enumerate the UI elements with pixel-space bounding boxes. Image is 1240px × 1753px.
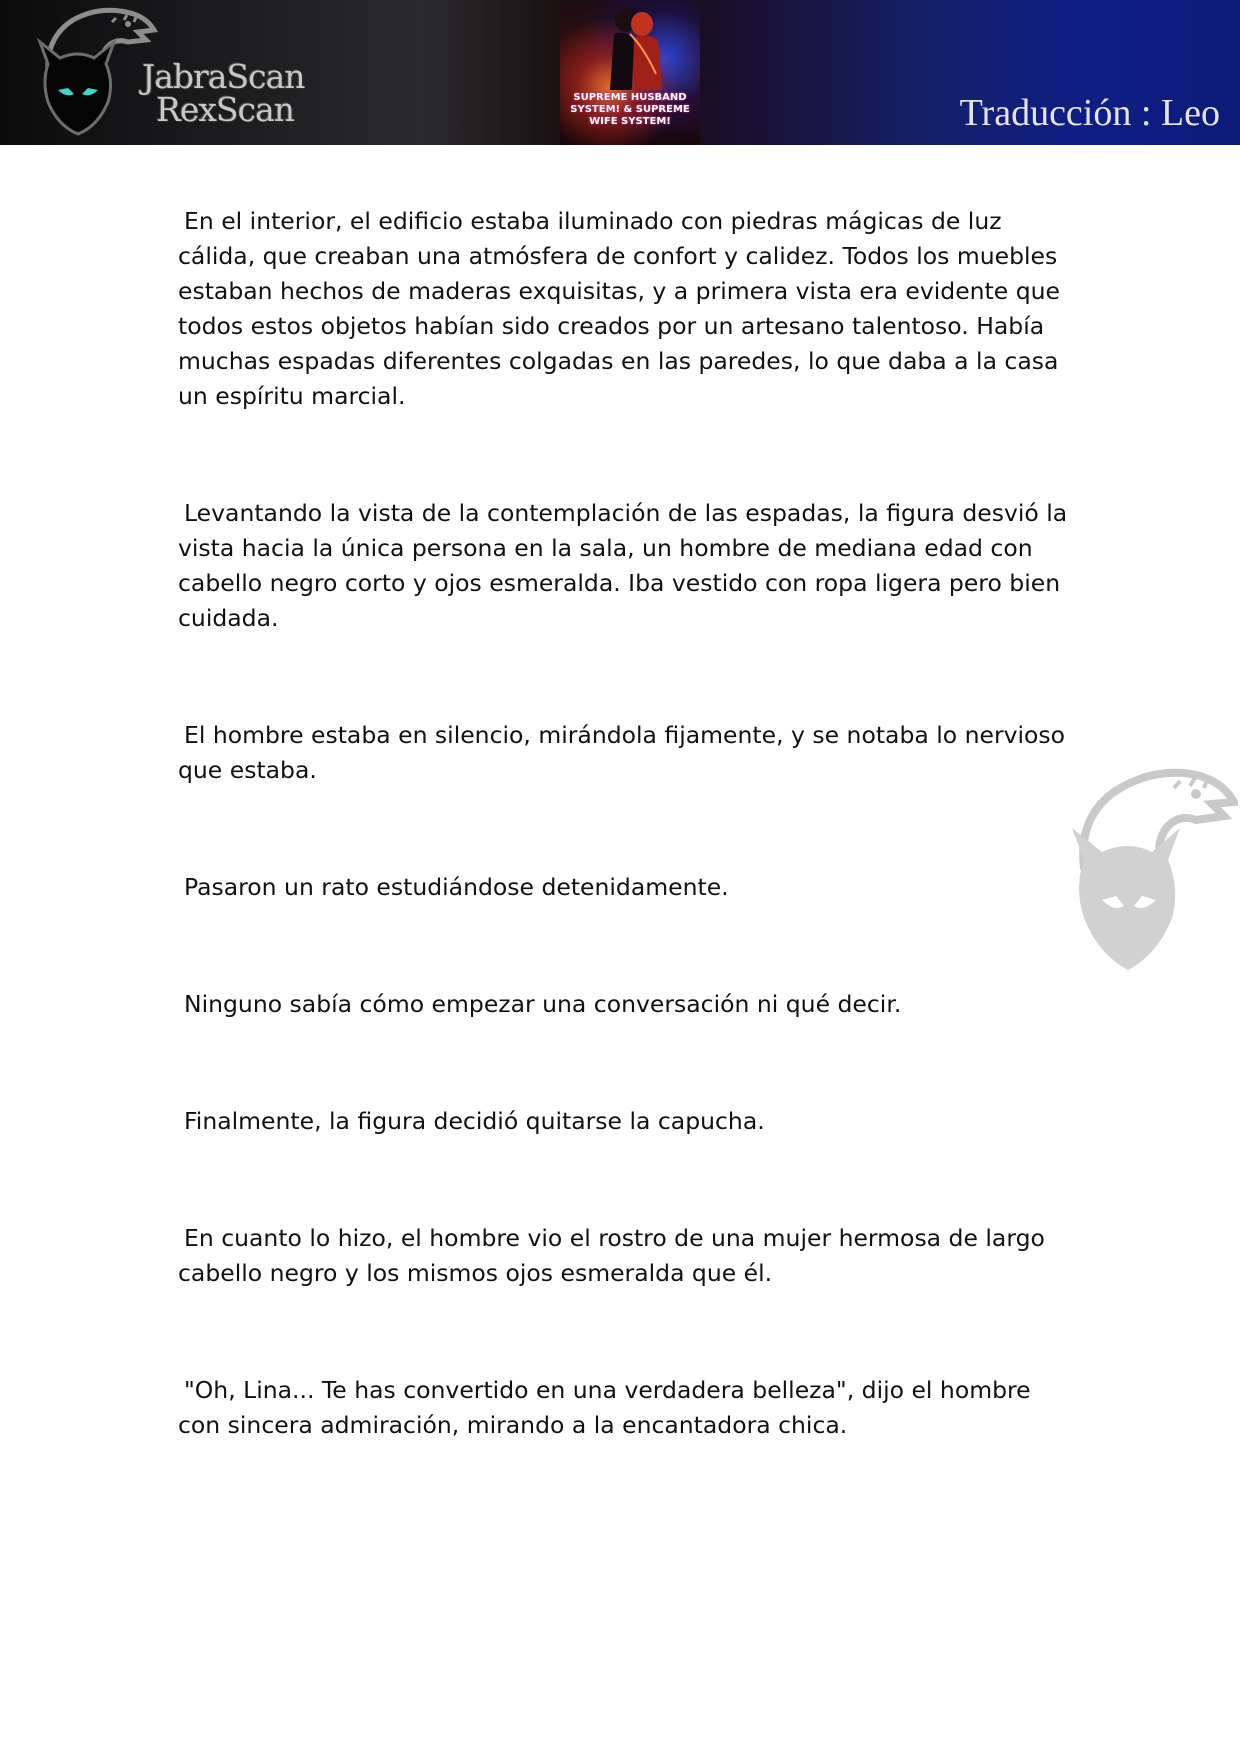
paragraph: Pasaron un rato estudiándose detenidamente.	[184, 873, 729, 901]
cover-art	[560, 0, 700, 145]
brand-line-1: JabraScan	[142, 57, 305, 96]
paragraph: "Oh, Lina... Te has convertido en una verdadera belleza", dijo el hombre con sincera admiración, mirando a la encantadora chica.	[178, 1376, 1031, 1439]
dinosaur-demon-head-logo-icon	[28, 2, 158, 144]
cover-title: SUPREME HUSBAND SYSTEM! & SUPREME WIFE SYSTEM!	[570, 92, 690, 127]
paragraph: Levantando la vista de la contemplación de las espadas, la figura desvió la vista hacia la única persona en la sala, un hombre de mediana edad con cabello negro corto y ojos esmeralda. Iba vestido con ropa ligera pero bien cuidada.	[178, 499, 1068, 632]
brand-line-2: RexScan	[156, 90, 295, 129]
translation-credit: Traducción : Leo	[959, 92, 1220, 134]
paragraph: En el interior, el edificio estaba iluminado con piedras mágicas de luz cálida, que creaban una atmósfera de confort y calidez. Todos los muebles estaban hechos de maderas exquisitas, y a primera vista era evidente que todos estos objetos habían sido creados por un artesano talentoso. Había muchas espadas diferentes colgadas en las paredes, lo que daba a la casa un espíritu marcial.	[178, 207, 1060, 410]
header-banner	[0, 0, 1240, 145]
paragraph: El hombre estaba en silencio, mirándola fijamente, y se notaba lo nervioso que estaba.	[178, 721, 1066, 784]
brand-name	[142, 57, 305, 129]
paragraph: Finalmente, la figura decidió quitarse la capucha.	[184, 1107, 765, 1135]
paragraph: En cuanto lo hizo, el hombre vio el rostro de una mujer hermosa de largo cabello negro y los mismos ojos esmeralda que él.	[178, 1224, 1045, 1287]
paragraph: Ninguno sabía cómo empezar una conversación ni qué decir.	[184, 990, 902, 1018]
dinosaur-demon-head-watermark-icon	[1062, 758, 1238, 984]
couple-illustration-icon	[604, 4, 664, 90]
chapter-text	[178, 204, 1078, 1443]
